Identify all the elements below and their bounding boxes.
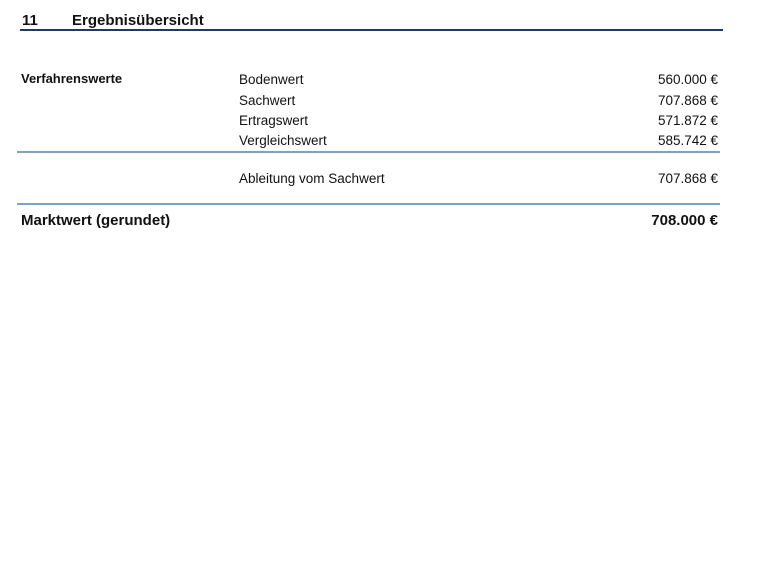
verfahrenswerte-label: Verfahrenswerte [21,71,123,86]
divider-before-marktwert [17,203,720,205]
marktwert-value: 708.000 € [651,212,718,229]
divider-after-verfahren [17,151,720,153]
value-row-ableitung [239,171,718,189]
value-row-vergleichswert [239,133,718,151]
heading-divider [20,29,723,31]
value-row-sachwert [239,93,718,111]
row-label: Bodenwert [239,72,304,87]
row-label: Vergleichswert [239,133,327,148]
value-row-bodenwert [239,72,718,90]
row-value: 560.000 € [657,72,718,87]
row-value: 707.868 € [657,171,718,186]
row-value: 707.868 € [657,93,718,108]
row-value: 585.742 € [657,133,718,148]
section-heading [20,10,723,30]
row-label: Sachwert [239,93,296,108]
section-number: 11 [22,12,38,29]
marktwert-label: Marktwert (gerundet) [21,212,171,229]
value-row-ertragswert [239,113,718,131]
row-value: 571.872 € [657,113,718,128]
row-label: Ableitung vom Sachwert [239,171,385,186]
marktwert-row [21,212,718,232]
row-label: Ertragswert [239,113,309,128]
section-title: Ergebnisübersicht [72,12,204,29]
